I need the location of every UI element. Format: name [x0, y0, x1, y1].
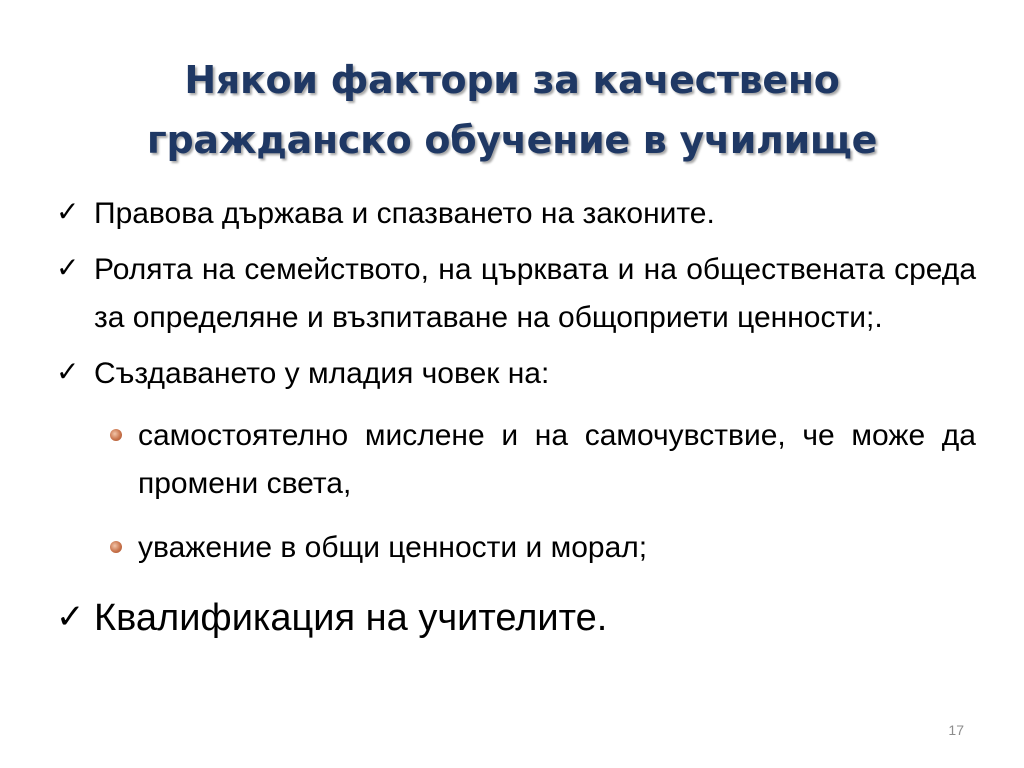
checkmark-icon: ✓: [56, 355, 80, 388]
bullet-list: [56, 190, 976, 646]
bullet-item: [56, 246, 976, 342]
title-line-2: гражданско обучение в училище: [146, 118, 878, 162]
bullet-text: Квалификация на учителите.: [94, 597, 608, 639]
bullet-item: [56, 350, 976, 398]
sub-bullet-text: уважение в общи ценности и морал;: [138, 531, 648, 564]
title-line-1: Някои фактори за качествено: [184, 58, 840, 102]
bullet-item: [56, 590, 976, 646]
round-dot-icon: [110, 541, 122, 553]
round-dot-icon: [110, 429, 122, 441]
page-number: 17: [948, 722, 964, 738]
checkmark-icon: ✓: [56, 251, 80, 284]
bullet-text: Създаването у младия човек на:: [94, 357, 550, 390]
sub-bullet-item: [138, 524, 976, 572]
slide-title: [80, 50, 944, 170]
sub-bullet-item: [138, 412, 976, 508]
checkmark-icon: ✓: [56, 195, 80, 228]
sub-bullet-text: самостоятелно мислене и на самочувствие, че може да промени света,: [138, 419, 976, 500]
bullet-text: Ролята на семейството, на църквата и на обществената среда за определяне и възпитаване на общоприети ценности;.: [94, 253, 976, 334]
checkmark-icon: ✓: [56, 597, 85, 637]
bullet-item: [56, 190, 976, 238]
bullet-text: Правова държава и спазването на законите.: [94, 197, 715, 230]
